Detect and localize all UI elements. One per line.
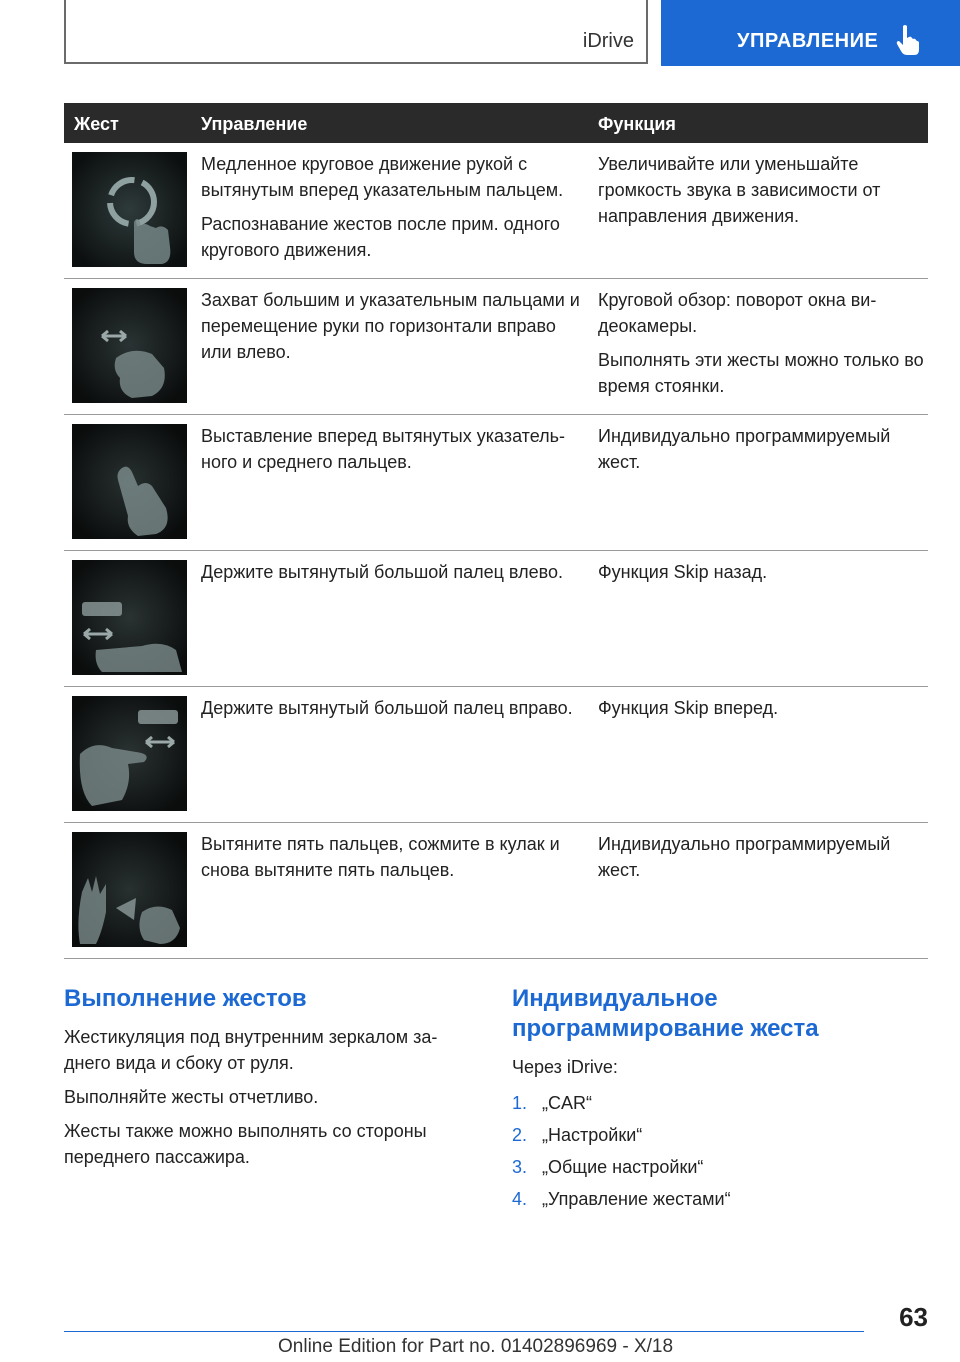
list-item	[512, 1186, 922, 1218]
thumb-right-gesture-icon	[72, 696, 187, 811]
list-item	[512, 1154, 922, 1186]
control-text: Держите вытянутый большой палец влево.	[201, 562, 563, 582]
gesture-table	[64, 103, 928, 959]
page-number: 63	[899, 1302, 928, 1332]
step-number: 4.	[512, 1189, 528, 1209]
step-text: „Настройки“	[542, 1125, 643, 1145]
control-text: Медленное круговое движение рукой с вытянутым вперед указательным пальцем.	[201, 154, 564, 200]
step-text: „Управление жестами“	[542, 1189, 731, 1209]
gesture-execution-section	[64, 984, 464, 1178]
header-chapter-box	[64, 0, 648, 64]
paragraph: Через iDrive:	[512, 1057, 618, 1077]
control-text: Держите вытянутый большой палец вправо.	[201, 698, 573, 718]
paragraph: Выполняйте жесты отчетливо.	[64, 1087, 319, 1107]
list-item	[512, 1122, 922, 1154]
hand-pointer-icon	[895, 24, 921, 56]
paragraph: Жестикуляция под внутренним зеркалом за-днего вида и сбоку от руля.	[64, 1027, 438, 1073]
section-title: УПРАВЛЕНИЕ	[737, 30, 879, 52]
function-text: Индивидуально программируемый жест.	[598, 834, 891, 880]
column-header-gesture: Жест	[74, 114, 119, 134]
table-row	[64, 687, 928, 823]
steps-list	[512, 1090, 922, 1218]
section-heading: Индивидуальное программирование жеста	[512, 985, 819, 1042]
table-row	[64, 279, 928, 415]
table-row	[64, 551, 928, 687]
function-text: Увеличивайте или уменьшайте громкость звука в зависимости от направления движения.	[598, 154, 881, 226]
table-row	[64, 143, 928, 279]
step-number: 2.	[512, 1125, 528, 1145]
two-finger-point-gesture-icon	[72, 424, 187, 539]
control-text: Выставление вперед вытянутых указатель-ного и среднего пальцев.	[201, 426, 566, 472]
table-row	[64, 415, 928, 551]
step-number: 1.	[512, 1093, 528, 1113]
function-text: Функция Skip назад.	[598, 562, 768, 582]
footer-edition: Online Edition for Part no. 01402896969 - X/18	[278, 1336, 674, 1357]
gesture-programming-section	[512, 984, 922, 1218]
thumb-left-gesture-icon	[72, 560, 187, 675]
list-item	[512, 1090, 922, 1122]
function-text: Функция Skip вперед.	[598, 698, 779, 718]
table-header	[64, 103, 928, 143]
header-section-box	[661, 0, 960, 66]
circular-rotation-gesture-icon	[72, 152, 187, 267]
step-number: 3.	[512, 1157, 528, 1177]
table-row	[64, 823, 928, 959]
control-text: Вытяните пять пальцев, сожмите в кулак и снова вытяните пять пальцев.	[201, 834, 560, 880]
function-text: Выполнять эти жесты можно только во время стоянки.	[598, 350, 924, 396]
open-fist-gesture-icon	[72, 832, 187, 947]
footer-divider	[64, 1331, 864, 1332]
control-text: Захват большим и указательным пальцами и перемещение руки по горизонтали вправо или влево.	[201, 290, 580, 362]
step-text: „Общие настройки“	[542, 1157, 704, 1177]
paragraph: Жесты также можно выполнять со стороны переднего пассажира.	[64, 1121, 427, 1167]
function-text: Круговой обзор: поворот окна ви-деокамеры.	[598, 290, 877, 336]
section-heading: Выполнение жестов	[64, 985, 307, 1012]
grab-swipe-gesture-icon	[72, 288, 187, 403]
step-text: „CAR“	[542, 1093, 592, 1113]
function-text: Индивидуально программируемый жест.	[598, 426, 891, 472]
column-header-function: Функция	[598, 114, 676, 134]
chapter-title: iDrive	[582, 30, 634, 52]
column-header-control: Управление	[201, 114, 308, 134]
control-text: Распознавание жестов после прим. одного кругового движения.	[201, 214, 560, 260]
